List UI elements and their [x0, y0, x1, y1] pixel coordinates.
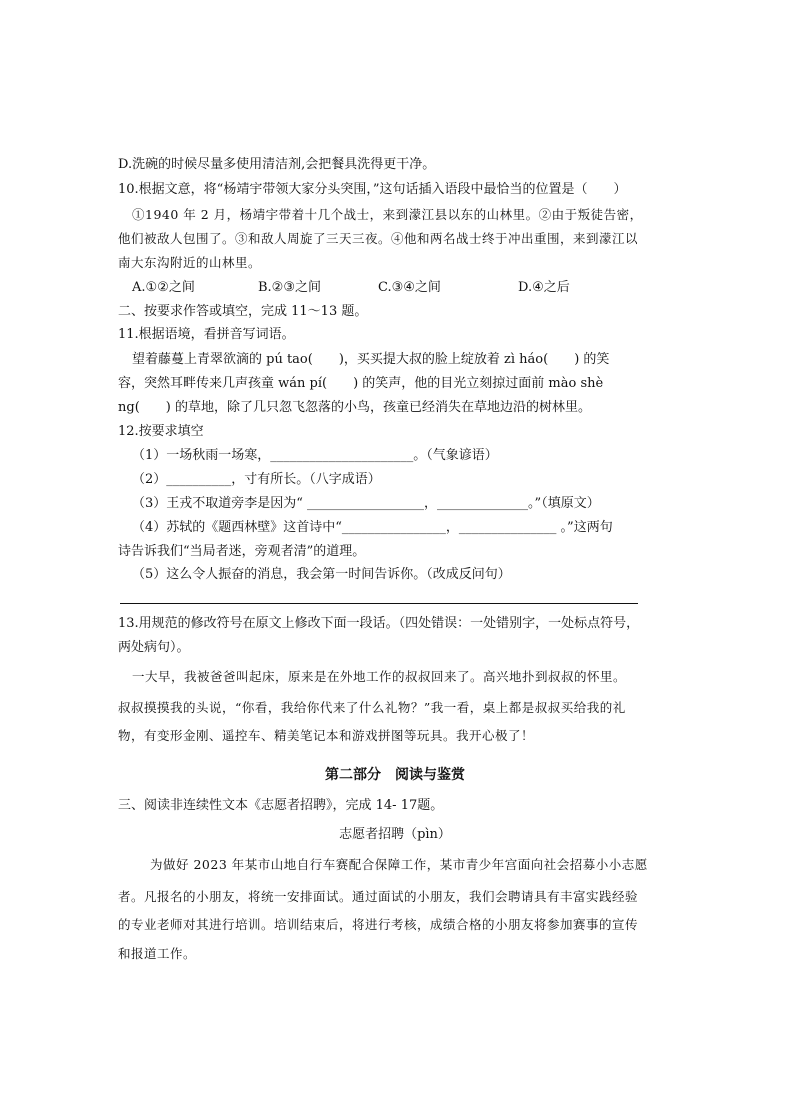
q10-option-a: A.①②之间 — [132, 280, 195, 295]
q10-option-b: B.②③之间 — [258, 280, 321, 295]
q10-stem: 10.根据文意，将“杨靖宇带领大家分头突围，”这句话插入语段中最恰当的位置是（ ） — [118, 182, 627, 197]
article-paragraph-line: 为做好 2023 年某市山地自行车赛配合保障工作，某市青少年宫面向社会招募小小志愿 — [150, 857, 648, 872]
article-title: 志愿者招聘（pìn） — [339, 827, 451, 842]
q12-stem: 12.按要求填空 — [118, 424, 204, 439]
q12-item-5: （5）这么令人振奋的消息，我会第一时间告诉你。（改成反问句） — [132, 567, 511, 582]
q12-item-3: （3）王戎不取道旁李是因为“ __________________，______________。”（填原文） — [132, 496, 600, 511]
article-paragraph-line: 的专业老师对其进行培训。培训结束后，将进行考核，成绩合格的小朋友将参加赛事的宣传 — [118, 917, 639, 932]
q9-option-d: D.洗碗的时候尽量多使用清洁剂,会把餐具洗得更干净。 — [118, 157, 436, 172]
section3-title: 三、阅读非连续性文本《志愿者招聘》，完成 14- 17题。 — [118, 798, 444, 813]
q11-line: 容，突然耳畔传来几声孩童 wán pí( ) 的笑声，他的目光立刻掠过面前 mào shè — [118, 376, 604, 391]
article-paragraph-line: 和报道工作。 — [118, 946, 197, 961]
q13-passage-line: 物，有变形金刚、遥控车、精美笔记本和游戏拼图等玩具。我开心极了！ — [118, 728, 535, 743]
q10-passage-line: ①1940 年 2 月，杨靖宇带着十几个战士，来到濛江县以东的山林里。②由于叛徒告密， — [132, 207, 643, 222]
q13-stem-cont: 两处病句）。 — [118, 640, 190, 655]
q10-passage-line: 南大东沟附近的山林里。 — [118, 255, 262, 270]
section2-title: 二、按要求作答或填空，完成 11～13 题。 — [118, 304, 368, 319]
q11-line: ng( ) 的草地，除了几只忽飞忽落的小鸟，孩童已经消失在草地边沿的树林里。 — [118, 400, 591, 415]
answer-line — [120, 603, 638, 604]
q11-line: 望着藤蔓上青翠欲滴的 pú tao( )，买买提大叔的脸上绽放着 zì háo( ) 的笑 — [132, 352, 610, 367]
q12-item-2: （2）__________，寸有所长。（八字成语） — [132, 472, 381, 487]
article-paragraph-line: 者。凡报名的小朋友，将统一安排面试。通过面试的小朋友，我们会聘请具有丰富实践经验 — [118, 889, 639, 904]
q10-option-d: D.④之后 — [518, 280, 570, 295]
q12-item-4: （4）苏轼的《题西林壁》这首诗中“________________，_______________ 。”这两句 — [132, 520, 613, 535]
q13-stem: 13.用规范的修改符号在原文上修改下面一段话。（四处错误：一处错别字，一处标点符号， — [118, 616, 640, 631]
q12-item-1: （1）一场秋雨一场寒，______________________。（气象谚语） — [132, 448, 498, 463]
q10-passage-line: 他们被敌人包围了。③和敌人周旋了三天三夜。④他和两名战士终于冲出重围，来到濛江以 — [118, 231, 639, 246]
q13-passage-line: 一大早，我被爸爸叫起床，原来是在外地工作的叔叔回来了。高兴地扑到叔叔的怀里。 — [132, 669, 627, 684]
part2-heading: 第二部分 阅读与鉴赏 — [325, 767, 465, 783]
q12-item-4-cont: 诗告诉我们“当局者迷，旁观者清”的道理。 — [118, 544, 366, 559]
q11-stem: 11.根据语境，看拼音写词语。 — [118, 327, 295, 342]
q13-passage-line: 叔叔摸摸我的头说，“你看，我给你代来了什么礼物？”我一看，桌上都是叔叔买给我的礼 — [118, 700, 626, 715]
q10-option-c: C.③④之间 — [378, 280, 441, 295]
